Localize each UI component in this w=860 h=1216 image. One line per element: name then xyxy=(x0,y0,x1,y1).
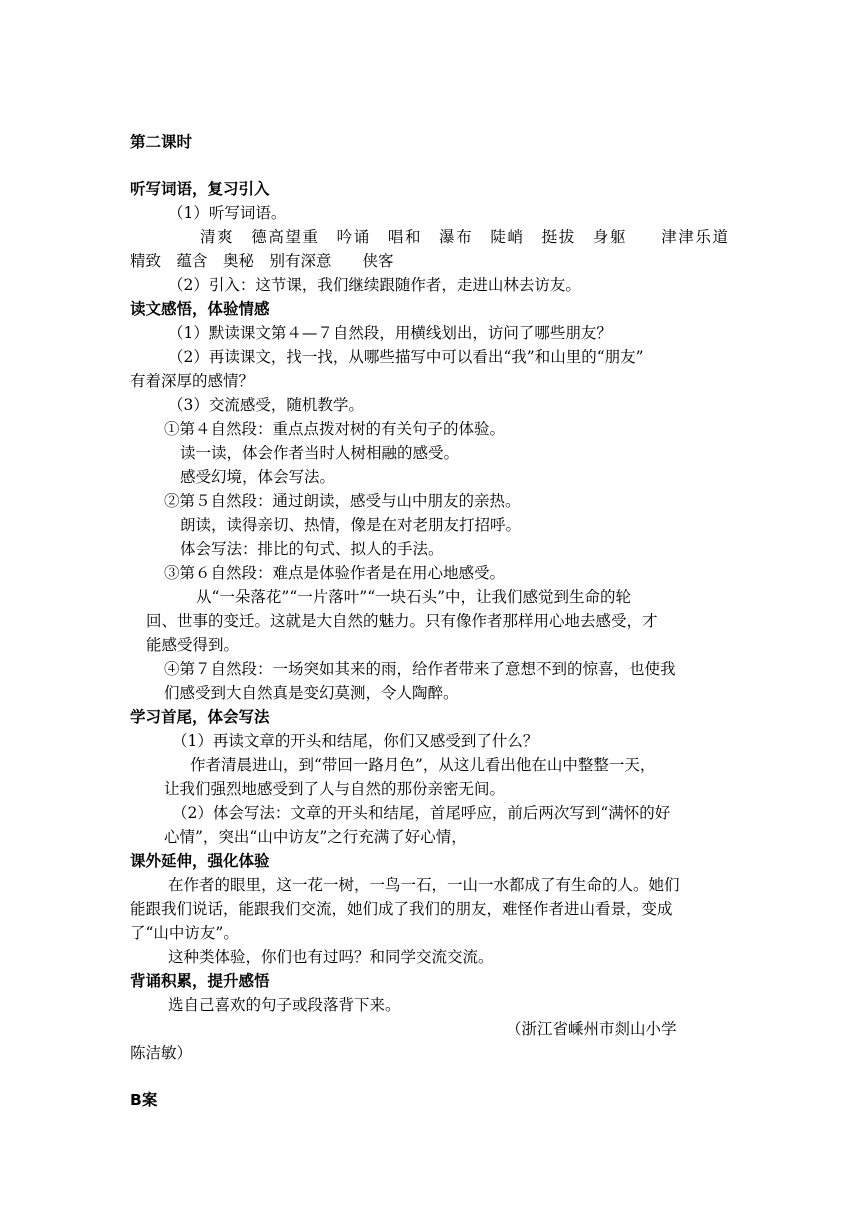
paragraph: 在作者的眼里，这一花一树，一鸟一石，一山一水都成了有生命的人。她们 xyxy=(168,876,680,894)
paragraph: 们感受到大自然真是变幻莫测，令人陶醉。 xyxy=(164,684,459,702)
paragraph: 朗读，读得亲切、热情，像是在对老朋友打招呼。 xyxy=(180,516,522,534)
paragraph: （2）引入：这节课，我们继续跟随作者，走进山林去访友。 xyxy=(168,276,581,294)
paragraph: 心情”，突出“山中访友”之行充满了好心情， xyxy=(164,828,467,846)
section-heading: 课外延伸，强化体验 xyxy=(130,852,270,870)
paragraph: （1）再读文章的开头和结尾，你们又感受到了什么？ xyxy=(172,732,539,750)
paragraph: 读一读，体会作者当时人树相融的感受。 xyxy=(180,444,460,462)
vocab-line: 精致 蕴含 奥秘 别有深意 侠客 xyxy=(130,252,394,270)
section-heading: 听写词语，复习引入 xyxy=(130,180,270,198)
paragraph: 从“一朵落花”“一片落叶”“一块石头”中，让我们感觉到生命的轮 xyxy=(196,588,632,606)
paragraph: （1）听写词语。 xyxy=(168,204,287,222)
paragraph: 感受幻境，体会写法。 xyxy=(180,468,336,486)
section-heading: 学习首尾，体会写法 xyxy=(130,708,270,726)
paragraph: 这种类体验，你们也有过吗？和同学交流交流。 xyxy=(168,948,494,966)
paragraph: 有着深厚的感情？ xyxy=(130,372,255,390)
paragraph: （3）交流感受，随机教学。 xyxy=(168,396,364,414)
paragraph: 回、世事的变迁。这就是大自然的魅力。只有像作者那样用心地去感受，才 xyxy=(146,612,658,630)
list-item: ④第７自然段：一场突如其来的雨，给作者带来了意想不到的惊喜，也使我 xyxy=(164,660,676,678)
paragraph: 作者清晨进山，到“带回一路月色”，从这儿看出他在山中整整一天， xyxy=(190,756,656,774)
list-item: ②第５自然段：通过朗读，感受与山中朋友的亲热。 xyxy=(164,492,521,510)
list-item: ①第４自然段：重点点拨对树的有关句子的体验。 xyxy=(164,420,506,438)
paragraph: 了“山中访友”。 xyxy=(130,924,239,942)
paragraph: （1）默读课文第４—７自然段，用横线划出，访问了哪些朋友？ xyxy=(168,324,612,342)
lesson-title: 第二课时 xyxy=(130,133,193,151)
section-heading: 背诵积累，提升感悟 xyxy=(130,972,270,990)
paragraph: 能跟我们说话，能跟我们交流，她们成了我们的朋友，难怪作者进山看景，变成 xyxy=(130,900,673,918)
paragraph: 能感受得到。 xyxy=(146,636,240,654)
next-heading: B案 xyxy=(130,1091,158,1109)
author-attribution: 陈洁敏） xyxy=(130,1044,193,1062)
list-item: ③第６自然段：难点是体验作者是在用心地感受。 xyxy=(164,564,506,582)
paragraph: （2）再读课文，找一找，从哪些描写中可以看出“我”和山里的“朋友” xyxy=(168,348,644,366)
paragraph: 选自己喜欢的句子或段落背下来。 xyxy=(168,996,401,1014)
paragraph: 让我们强烈地感受到了人与自然的那份亲密无间。 xyxy=(164,780,506,798)
paragraph: 体会写法：排比的句式、拟人的手法。 xyxy=(180,540,444,558)
author-attribution: （浙江省嵊州市剡山小学 xyxy=(506,1020,677,1038)
section-heading: 读文感悟，体验情感 xyxy=(130,300,270,318)
paragraph: （2）体会写法：文章的开头和结尾，首尾呼应，前后两次写到“满怀的好 xyxy=(172,804,671,822)
vocab-line: 清爽 德高望重 吟诵 唱和 瀑布 陡峭 挺拔 身躯 津津乐道 xyxy=(200,228,728,246)
